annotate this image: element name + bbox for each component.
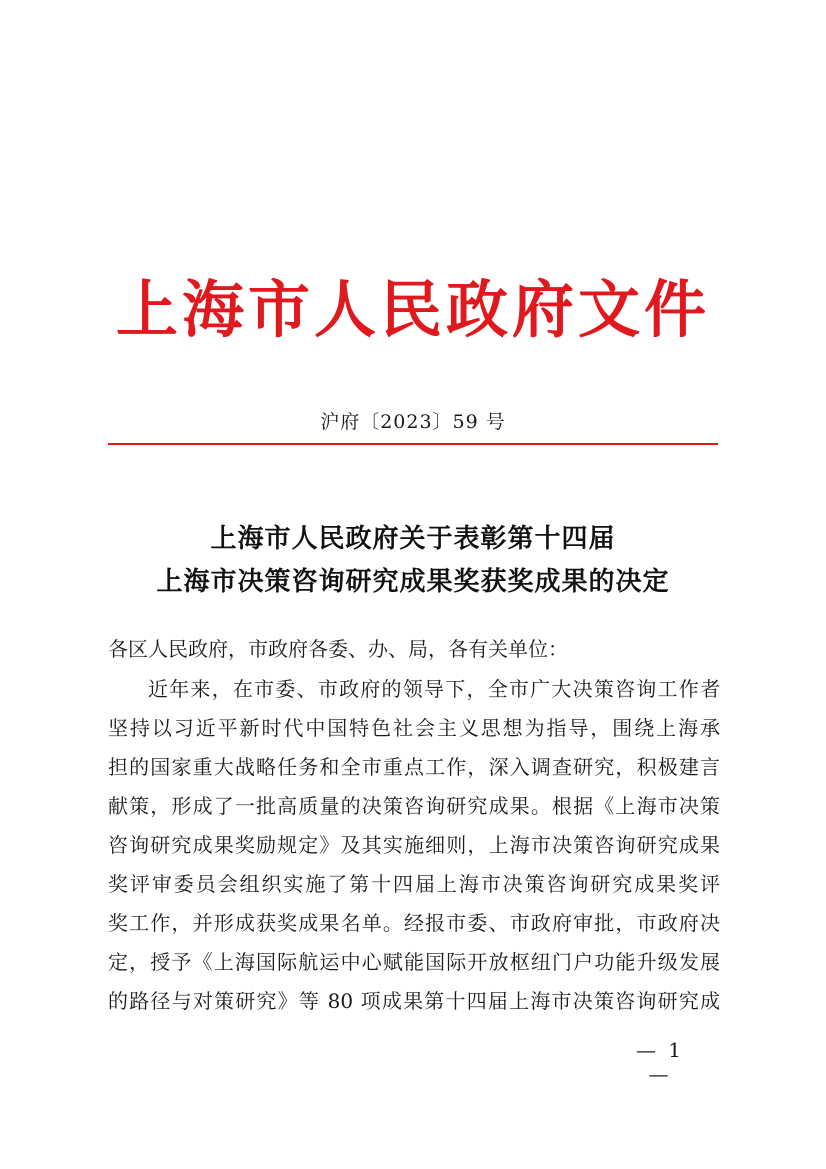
body-line: 咨询研究成果奖励规定》及其实施细则，上海市决策咨询研究成果 (108, 833, 720, 857)
body-line: 献策，形成了一批高质量的决策咨询研究成果。根据《上海市决策 (108, 794, 720, 818)
document-masthead: 上海市人民政府文件 (115, 273, 710, 346)
body-line: 定，授予《上海国际航运中心赋能国际开放枢纽门户功能升级发展 (108, 950, 720, 974)
body-line: 近年来，在市委、市政府的领导下，全市广大决策咨询工作者 (148, 677, 720, 701)
document-title-line-2: 上海市决策咨询研究成果奖获奖成果的决定 (156, 567, 670, 597)
body-line: 担的国家重大战略任务和全市重点工作，深入调查研究，积极建言 (108, 755, 720, 779)
body-line: 奖评审委员会组织实施了第十四届上海市决策咨询研究成果奖评 (108, 872, 720, 896)
body-line: 奖工作，并形成获奖成果名单。经报市委、市政府审批，市政府决 (108, 911, 720, 935)
document-number: 沪府〔2023〕59 号 (320, 411, 506, 433)
red-separator-line (108, 443, 718, 445)
salutation: 各区人民政府，市政府各委、办、局，各有关单位： (108, 637, 568, 661)
body-line: 坚持以习近平新时代中国特色社会主义思想为指导，围绕上海承 (108, 716, 720, 740)
page-number: — 1 — (635, 1038, 685, 1086)
body-line: 的路径与对策研究》等 80 项成果第十四届上海市决策咨询研究成 (108, 989, 720, 1013)
document-title-line-1: 上海市人民政府关于表彰第十四届 (210, 524, 616, 554)
